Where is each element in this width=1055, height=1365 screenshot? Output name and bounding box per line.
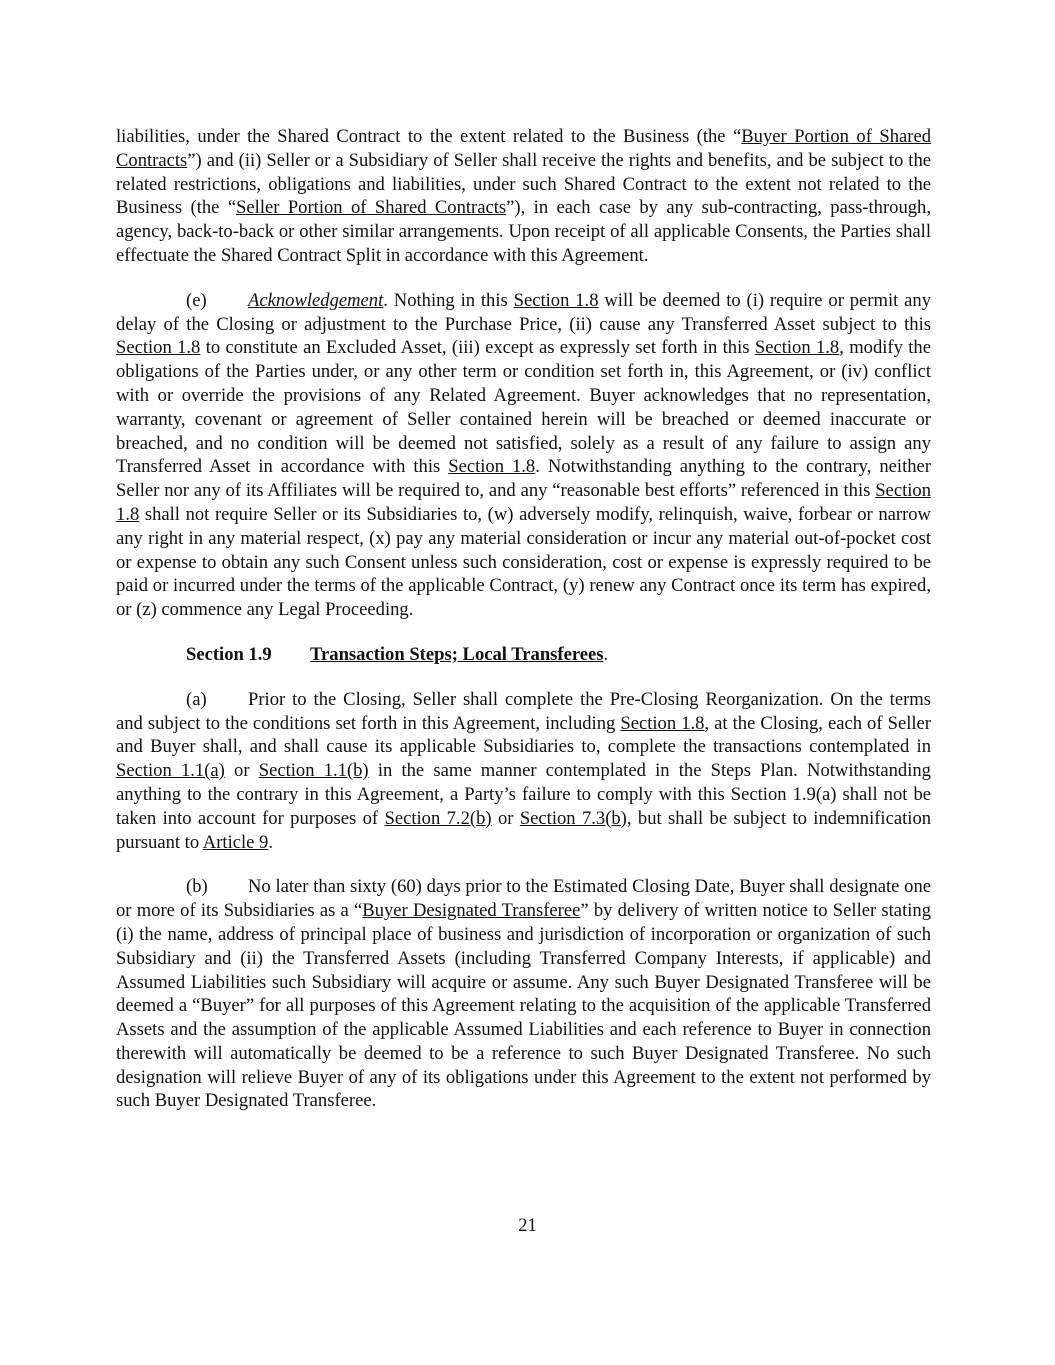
clause-label: (e) (186, 289, 207, 311)
text: shall not require Seller or its Subsidiaries to, (w) adversely modify, relinquish, waive, forbear or narrow any right in any material respect, (x) pay any material consideration or incur any material out-of-pocket cost or expense to obtain any such Consent unless such consideration, cost or expense is expressly required to be paid or incurred under the terms of the applicable Contract, (y) renew any Contract once its term has expired, or (z) commence any Legal Proceeding. (116, 503, 931, 621)
paragraph-acknowledgement (116, 289, 931, 622)
text: , but shall be subject to indemnification pursuant to (116, 807, 932, 853)
section-reference: Section 7.3(b) (519, 807, 627, 829)
text: . (268, 831, 274, 853)
clause-label: (b) (186, 876, 208, 898)
text: ”) and (ii) Seller or a Subsidiary of Seller shall receive the rights and benefits, and be subject to the related restrictions, obligations and liabilities, under such Shared Contract to the extent not related to the Business (the “ (116, 149, 931, 219)
clause-title: Acknowledgement (248, 289, 384, 311)
text: , modify the obligations of the Parties under, or any other term or condition set forth in, this Agreement, or (iv) conflict with or override the provisions of any Related Agreement. Buyer acknowledges that no representation, warranty, covenant or agreement of Seller contained herein will be breached or deemed inaccurate or breached, and no condition will be deemed not satisfied, solely as a result of any failure to assign any Transferred Asset in accordance with this (116, 337, 931, 478)
clause-label: (a) (186, 688, 207, 710)
paragraph-transaction-steps (116, 688, 931, 855)
section-reference: Section 1.8 (448, 456, 536, 478)
text: to constitute an Excluded Asset, (iii) except as expressly set forth in this (200, 337, 755, 359)
text: liabilities, under the Shared Contract to the extent related to the Business (the “ (116, 126, 742, 147)
paragraph-designated-transferee (116, 875, 931, 1113)
section-reference: Section 1.1(a) (116, 760, 225, 782)
section-heading (116, 643, 931, 667)
text: ”), in each case by any sub-contracting, pass-through, agency, back-to-back or other similar arrangements. Upon receipt of all applicable Consents, the Parties shall effectuate the Shared Contract Split in accordance with this Agreement. (116, 197, 931, 266)
text: ” by delivery of written notice to Seller stating (i) the name, address of principal place of business and jurisdiction of incorporation or organization of such Subsidiary and (ii) the Transferred Assets (including Transferred Company Interests, if applicable) and Assumed Liabilities such Subsidiary will acquire or assume. Any such Buyer Designated Transferee will be deemed a “Buyer” for all purposes of this Agreement relating to the acquisition of the applicable Transferred Assets and the assumption of the applicable Assumed Liabilities and each reference to Buyer in connection therewith will automatically be deemed to be a reference to such Buyer Designated Transferee. No such designation will relieve Buyer of any of its obligations under this Agreement to the extent not performed by such Buyer Designated Transferee. (116, 900, 931, 1112)
section-title: Transaction Steps; Local Transferees (310, 643, 604, 665)
article-reference: Article 9 (202, 831, 269, 853)
text: . Nothing in this (383, 289, 514, 311)
text: Prior to the Closing, Seller shall complete the Pre-Closing Reorganization. On the terms and subject to the conditions set forth in this Agreement, including (116, 688, 931, 734)
section-reference: Section 7.2(b) (384, 807, 492, 829)
defined-term-seller-portion: Seller Portion of Shared Contracts (236, 197, 507, 219)
section-title-end: . (603, 643, 609, 665)
section-reference: Section 1.1(b) (258, 760, 369, 782)
text: . Notwithstanding anything to the contrary, neither Seller nor any of its Affiliates will be required to, and any “reasonable best efforts” referenced in this (116, 456, 931, 502)
text: will be deemed to (i) require or permit any delay of the Closing or adjustment to the Purchase Price, (ii) cause any Transferred Asset subject to this (116, 289, 931, 335)
section-reference: Section 1.8 (116, 480, 931, 525)
text: or (224, 760, 259, 782)
text: , at the Closing, each of Seller and Buyer shall, and shall cause its applicable Subsidiaries to, complete the transactions contemplated in (116, 712, 931, 758)
page-number: 21 (518, 1215, 537, 1236)
section-reference: Section 1.8 (754, 337, 840, 359)
document-page (116, 125, 931, 1113)
section-reference: Section 1.8 (513, 289, 599, 311)
section-number: Section 1.9 (186, 643, 272, 665)
text: or (491, 807, 520, 829)
defined-term-buyer-designated-transferee: Buyer Designated Transferee (362, 900, 581, 922)
paragraph-shared-contracts (116, 125, 931, 268)
defined-term-buyer-portion: Buyer Portion of Shared Contracts (116, 126, 931, 171)
section-reference: Section 1.8 (116, 337, 201, 359)
text: in the same manner contemplated in the Steps Plan. Notwithstanding anything to the contrary in this Agreement, a Party’s failure to comply with this Section 1.9(a) shall not be taken into account for purposes of (116, 760, 931, 829)
text: No later than sixty (60) days prior to the Estimated Closing Date, Buyer shall designate one or more of its Subsidiaries as a “ (116, 876, 931, 922)
section-reference: Section 1.8 (620, 712, 705, 734)
